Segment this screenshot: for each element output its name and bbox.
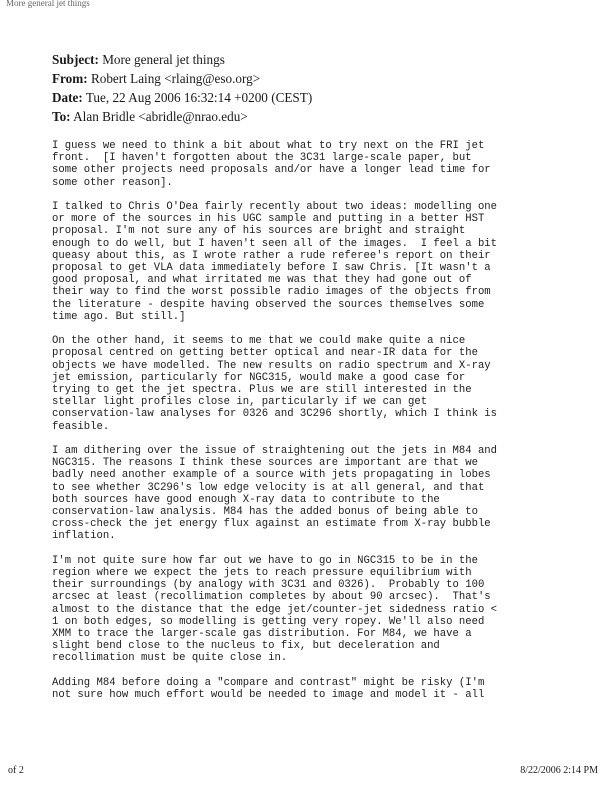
to-row (52, 107, 572, 126)
body-line: Adding M84 before doing a "compare and contrast" might be risky (I'm (52, 676, 485, 689)
body-line: time ago. But still.] (52, 310, 186, 323)
from-label: From: (52, 71, 88, 86)
body-line: almost to the distance that the edge jet/counter-jet sidedness ratio < (52, 603, 498, 616)
subject-value: More general jet things (102, 52, 225, 67)
page-count: of 2 (8, 765, 24, 776)
body-line: I talked to Chris O'Dea fairly recently about two ideas: modelling one (52, 201, 498, 213)
page-header: More general jet things (6, 0, 90, 8)
print-timestamp: 8/22/2006 2:14 PM (520, 765, 598, 776)
body-line: I'm not quite sure how far out we have to go in NGC315 to be in the (52, 554, 478, 567)
body-line: 1 on both edges, so modelling is getting very ropey. We'll also need (52, 615, 485, 628)
to-value: Alan Bridle <abridle@nrao.edu> (73, 109, 248, 124)
body-line: some other reason]. (52, 176, 173, 189)
body-line: recollimation must be quite close in. (52, 652, 288, 665)
body-line: both sources have good enough X-ray data to contribute to the (52, 493, 440, 506)
body-line: their way to find the worst possible radio images of the objects from (52, 286, 491, 299)
body-line: I am dithering over the issue of straightening out the jets in M84 and (52, 445, 498, 458)
body-line: conservation-law analysis. M84 has the added bonus of being able to (52, 506, 478, 519)
body-line: inflation. (52, 530, 116, 543)
email-body (52, 140, 572, 713)
body-line: arcsec at least (recollimation completes by about 90 arcsec). That's (52, 591, 491, 604)
email-headers (52, 50, 572, 126)
body-line: to see whether 3C296's low edge velocity is at all general, and that (52, 481, 485, 494)
body-paragraph (52, 677, 572, 701)
body-line: proposal. I'm not sure any of his sources are bright and straight (52, 225, 466, 238)
body-line: front. [I haven't forgotten about the 3C31 large-scale paper, but (52, 152, 472, 165)
body-line: queasy about this, as I wrote rather a rude referee's report on their (52, 249, 491, 262)
body-line: or more of the sources in his UGC sample and putting in a better HST (52, 213, 485, 226)
body-line: conservation-law analyses for 0326 and 3C296 shortly, which I think is (52, 408, 498, 421)
body-line: badly need another example of a source with jets propagating in lobes (52, 469, 491, 482)
body-line: proposal to get VLA data immediately before I saw Chris. [It wasn't a (52, 262, 491, 275)
body-line: I guess we need to think a bit about what to try next on the FRI jet (52, 140, 485, 152)
body-paragraph (52, 201, 572, 323)
body-line: feasible. (52, 420, 110, 433)
body-line: On the other hand, it seems to me that we could make quite a nice (52, 335, 466, 348)
date-label: Date: (52, 90, 83, 105)
body-line: enough to do well, but I haven't seen all of the images. I feel a bit (52, 237, 498, 250)
body-line: jet emission, particularly for NGC315, would make a good case for (52, 371, 466, 384)
body-line: NGC315. The reasons I think these sources are important are that we (52, 457, 478, 470)
body-paragraph (52, 445, 572, 543)
body-line: good proposal, and what irritated me was that they had gone out of (52, 274, 472, 287)
from-row (52, 69, 572, 88)
date-value: Tue, 22 Aug 2006 16:32:14 +0200 (CEST) (85, 90, 313, 105)
subject-row (52, 50, 572, 69)
date-row (52, 88, 572, 107)
body-line: not sure how much effort would be needed to image and model it - all (52, 689, 485, 702)
body-line: slight bend close to the nucleus to fix, but deceleration and (52, 640, 440, 653)
subject-label: Subject: (52, 52, 99, 67)
to-label: To: (52, 109, 71, 124)
from-value: Robert Laing <rlaing@eso.org> (90, 71, 261, 86)
body-line: the literature - despite having observed the sources themselves some (52, 298, 485, 311)
body-line: region where we expect the jets to reach pressure equilibrium with (52, 567, 472, 580)
body-paragraph (52, 335, 572, 433)
body-line: cross-check the jet energy flux against an estimate from X-ray bubble (52, 518, 491, 531)
body-line: proposal centred on getting better optical and near-IR data for the (52, 347, 478, 360)
body-line: objects we have modelled. The new results on radio spectrum and X-ray (52, 359, 491, 372)
body-line: XMM to trace the larger-scale gas distribution. For M84, we have a (52, 628, 472, 641)
body-line: stellar light profiles close in, particularly if we can get (52, 396, 428, 409)
body-line: their surroundings (by analogy with 3C31 and 0326). Probably to 100 (52, 579, 485, 592)
body-paragraph (52, 555, 572, 665)
body-paragraph (52, 140, 572, 189)
body-line: some other projects need proposals and/or have a longer lead time for (52, 164, 491, 177)
body-line: trying to get the jet spectra. Plus we are still interested in the (52, 384, 472, 397)
